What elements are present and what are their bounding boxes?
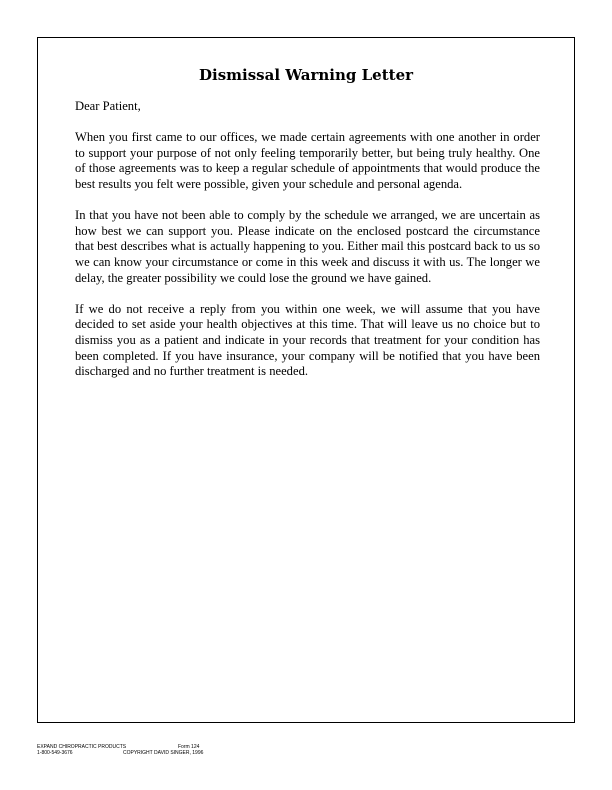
footer-company: EXPAND CHIROPRACTIC PRODUCTS bbox=[37, 744, 127, 750]
paragraph-1: When you first came to our offices, we made certain agreements with one another in order to support your purpose of not only feeling temporarily better, but being truly healthy. One of those agreements was to keep a regular schedule of appointments that would produce the best results you felt were possible, given your schedule and personal agenda. bbox=[75, 130, 540, 191]
footer-copyright: COPYRIGHT DAVID SINGER, 1996 bbox=[123, 750, 204, 756]
paragraph-3: If we do not receive a reply from you within one week, we will assume that you have decided to set aside your health objectives at this time. That will leave us no choice but to dismiss you as a patient and indicate in your records that treatment for your condition has been completed. If you have insurance, your company will be notified that you have been discharged and no further treatment is needed. bbox=[75, 301, 540, 379]
footer-form-number: Form 124 bbox=[178, 744, 200, 750]
letter-body bbox=[75, 99, 540, 395]
paragraph-2: In that you have not been able to comply by the schedule we arranged, we are uncertain as how best we can support you. Please indicate on the enclosed postcard the circumstance that best describes what is actually happening to you. Either mail this postcard back to us so we can know your circumstance or come in this week and discuss it with us. The longer we delay, the greater possibility we could lose the ground we have gained. bbox=[75, 208, 540, 285]
letter-title: Dismissal Warning Letter bbox=[198, 66, 414, 84]
salutation: Dear Patient, bbox=[75, 99, 141, 113]
footer-phone: 1-800-549-3676 bbox=[37, 750, 73, 756]
